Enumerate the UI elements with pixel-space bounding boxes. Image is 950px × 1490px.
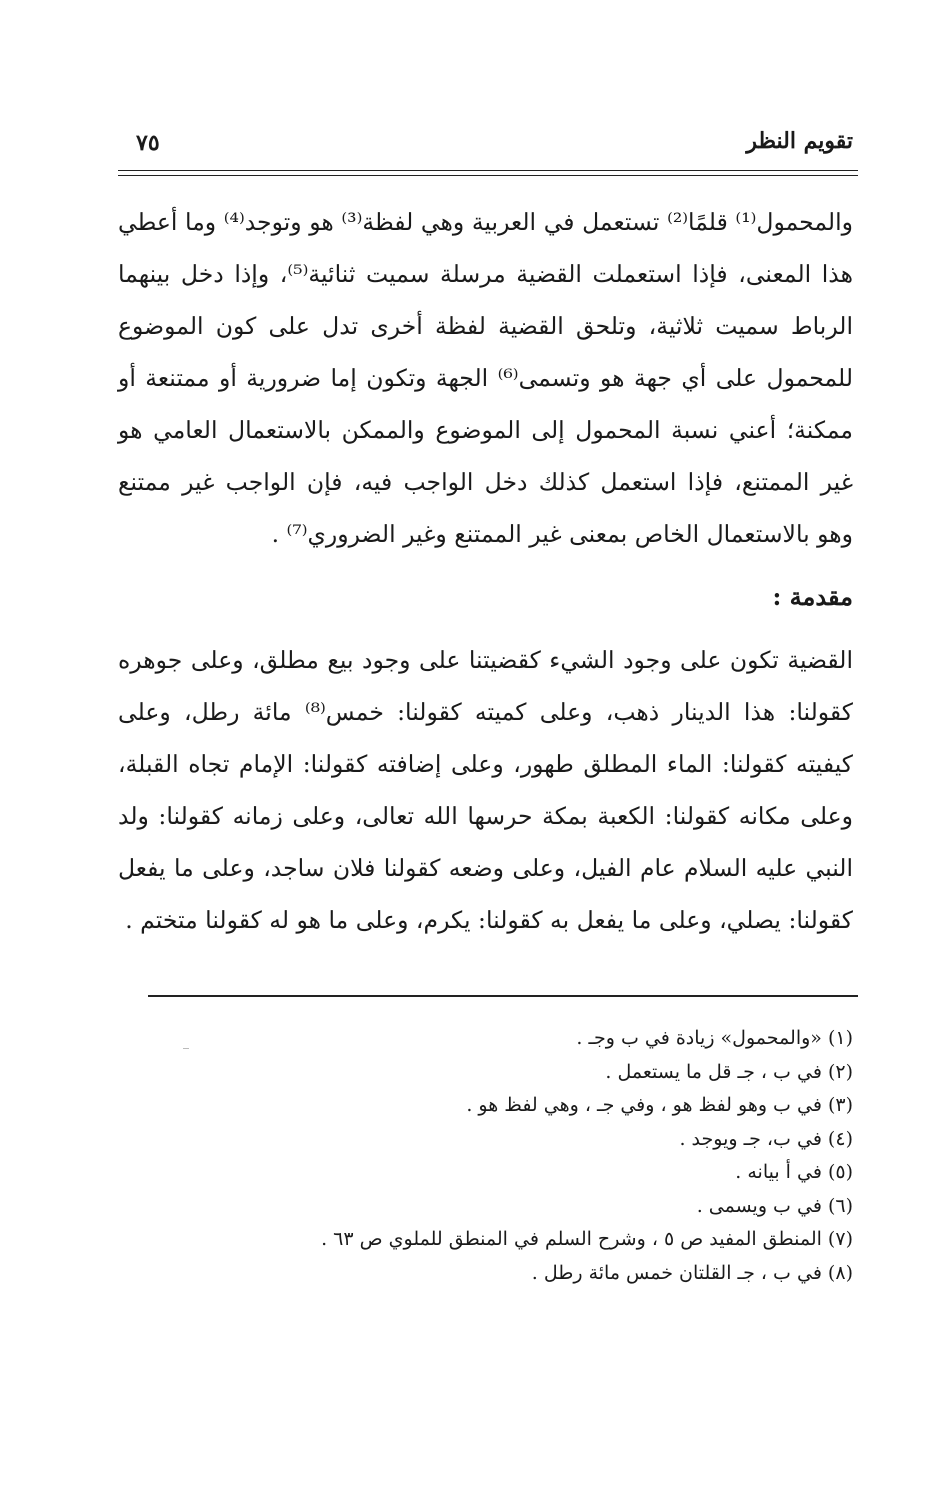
footnote-3: (٣) في ب وهو لفظ هو ، وفي جـ ، وهي لفظ هو . [466,1094,853,1116]
footnote-1: (١) «والمحمول» زيادة في ب وجـ . [576,1027,853,1049]
running-header [118,128,853,164]
footnote-7: (٧) المنطق المفيد ص ٥ ، وشرح السلم في المنطق للملوي ص ٦٣ . [321,1228,853,1250]
footnote-separator [148,995,858,997]
scan-artifact [183,1048,189,1049]
footnote-6: (٦) في ب ويسمى . [696,1194,853,1217]
footnote-8: (٨) في ب ، جـ القلتان خمس مائة رطل . [531,1261,853,1284]
footnote-2: (٢) في ب ، جـ قل ما يستعمل . [605,1060,853,1083]
footnotes [118,1022,853,1290]
running-title: تقويم النظر [746,128,853,154]
footnote-5: (٥) في أ بيانه . [735,1161,853,1183]
section-heading: مقدمة : [772,582,853,611]
body-paragraph-1: والمحمول⁽¹⁾ قلمًا⁽²⁾ تستعمل في العربية وهي لفظة⁽³⁾ هو وتوجد⁽⁴⁾ وما أعطي هذا المعنى، فإذا استعملت القضية مرسلة سميت ثنائية⁽⁵⁾، وإذا دخل بينهما الرباط سميت ثلاثية، وتلحق القضية لفظة أخرى تدل على كون الموضوع للمحمول على أي جهة هو وتسمى⁽⁶⁾ الجهة وتكون إما ضرورية أو ممتنعة أو ممكنة؛ أعني نسبة المحمول إلى الموضوع والممكن بالاستعمال العامي هو غير الممتنع، فإذا استعمل كذلك دخل الواجب فيه، فإن الواجب غير ممتنع وهو بالاستعمال الخاص بمعنى غير الممتنع وغير الضروري⁽⁷⁾ . [118,208,854,548]
page-number: ٧٥ [136,130,160,156]
body-paragraph-2: القضية تكون على وجود الشيء كقضيتنا على وجود بيع مطلق، وعلى جوهره كقولنا: هذا الدينار ذهب، وعلى كميته كقولنا: خمس⁽⁸⁾ مائة رطل، وعلى كيفيته كقولنا: الماء المطلق طهور، وعلى إضافته كقولنا: الإمام تجاه القبلة، وعلى مكانه كقولنا: الكعبة بمكة حرسها الله تعالى، وعلى زمانه كقولنا: ولد النبي عليه السلام عام الفيل، وعلى وضعه كقولنا فلان ساجد، وعلى ما يفعل كقولنا: يصلي، وعلى ما يفعل به كقولنا: يكرم، وعلى ما هو له كقولنا متختم . [118,646,853,934]
main-text [118,196,853,946]
header-double-rule [118,170,858,176]
footnote-4: (٤) في ب، جـ ويوجد . [679,1127,853,1150]
